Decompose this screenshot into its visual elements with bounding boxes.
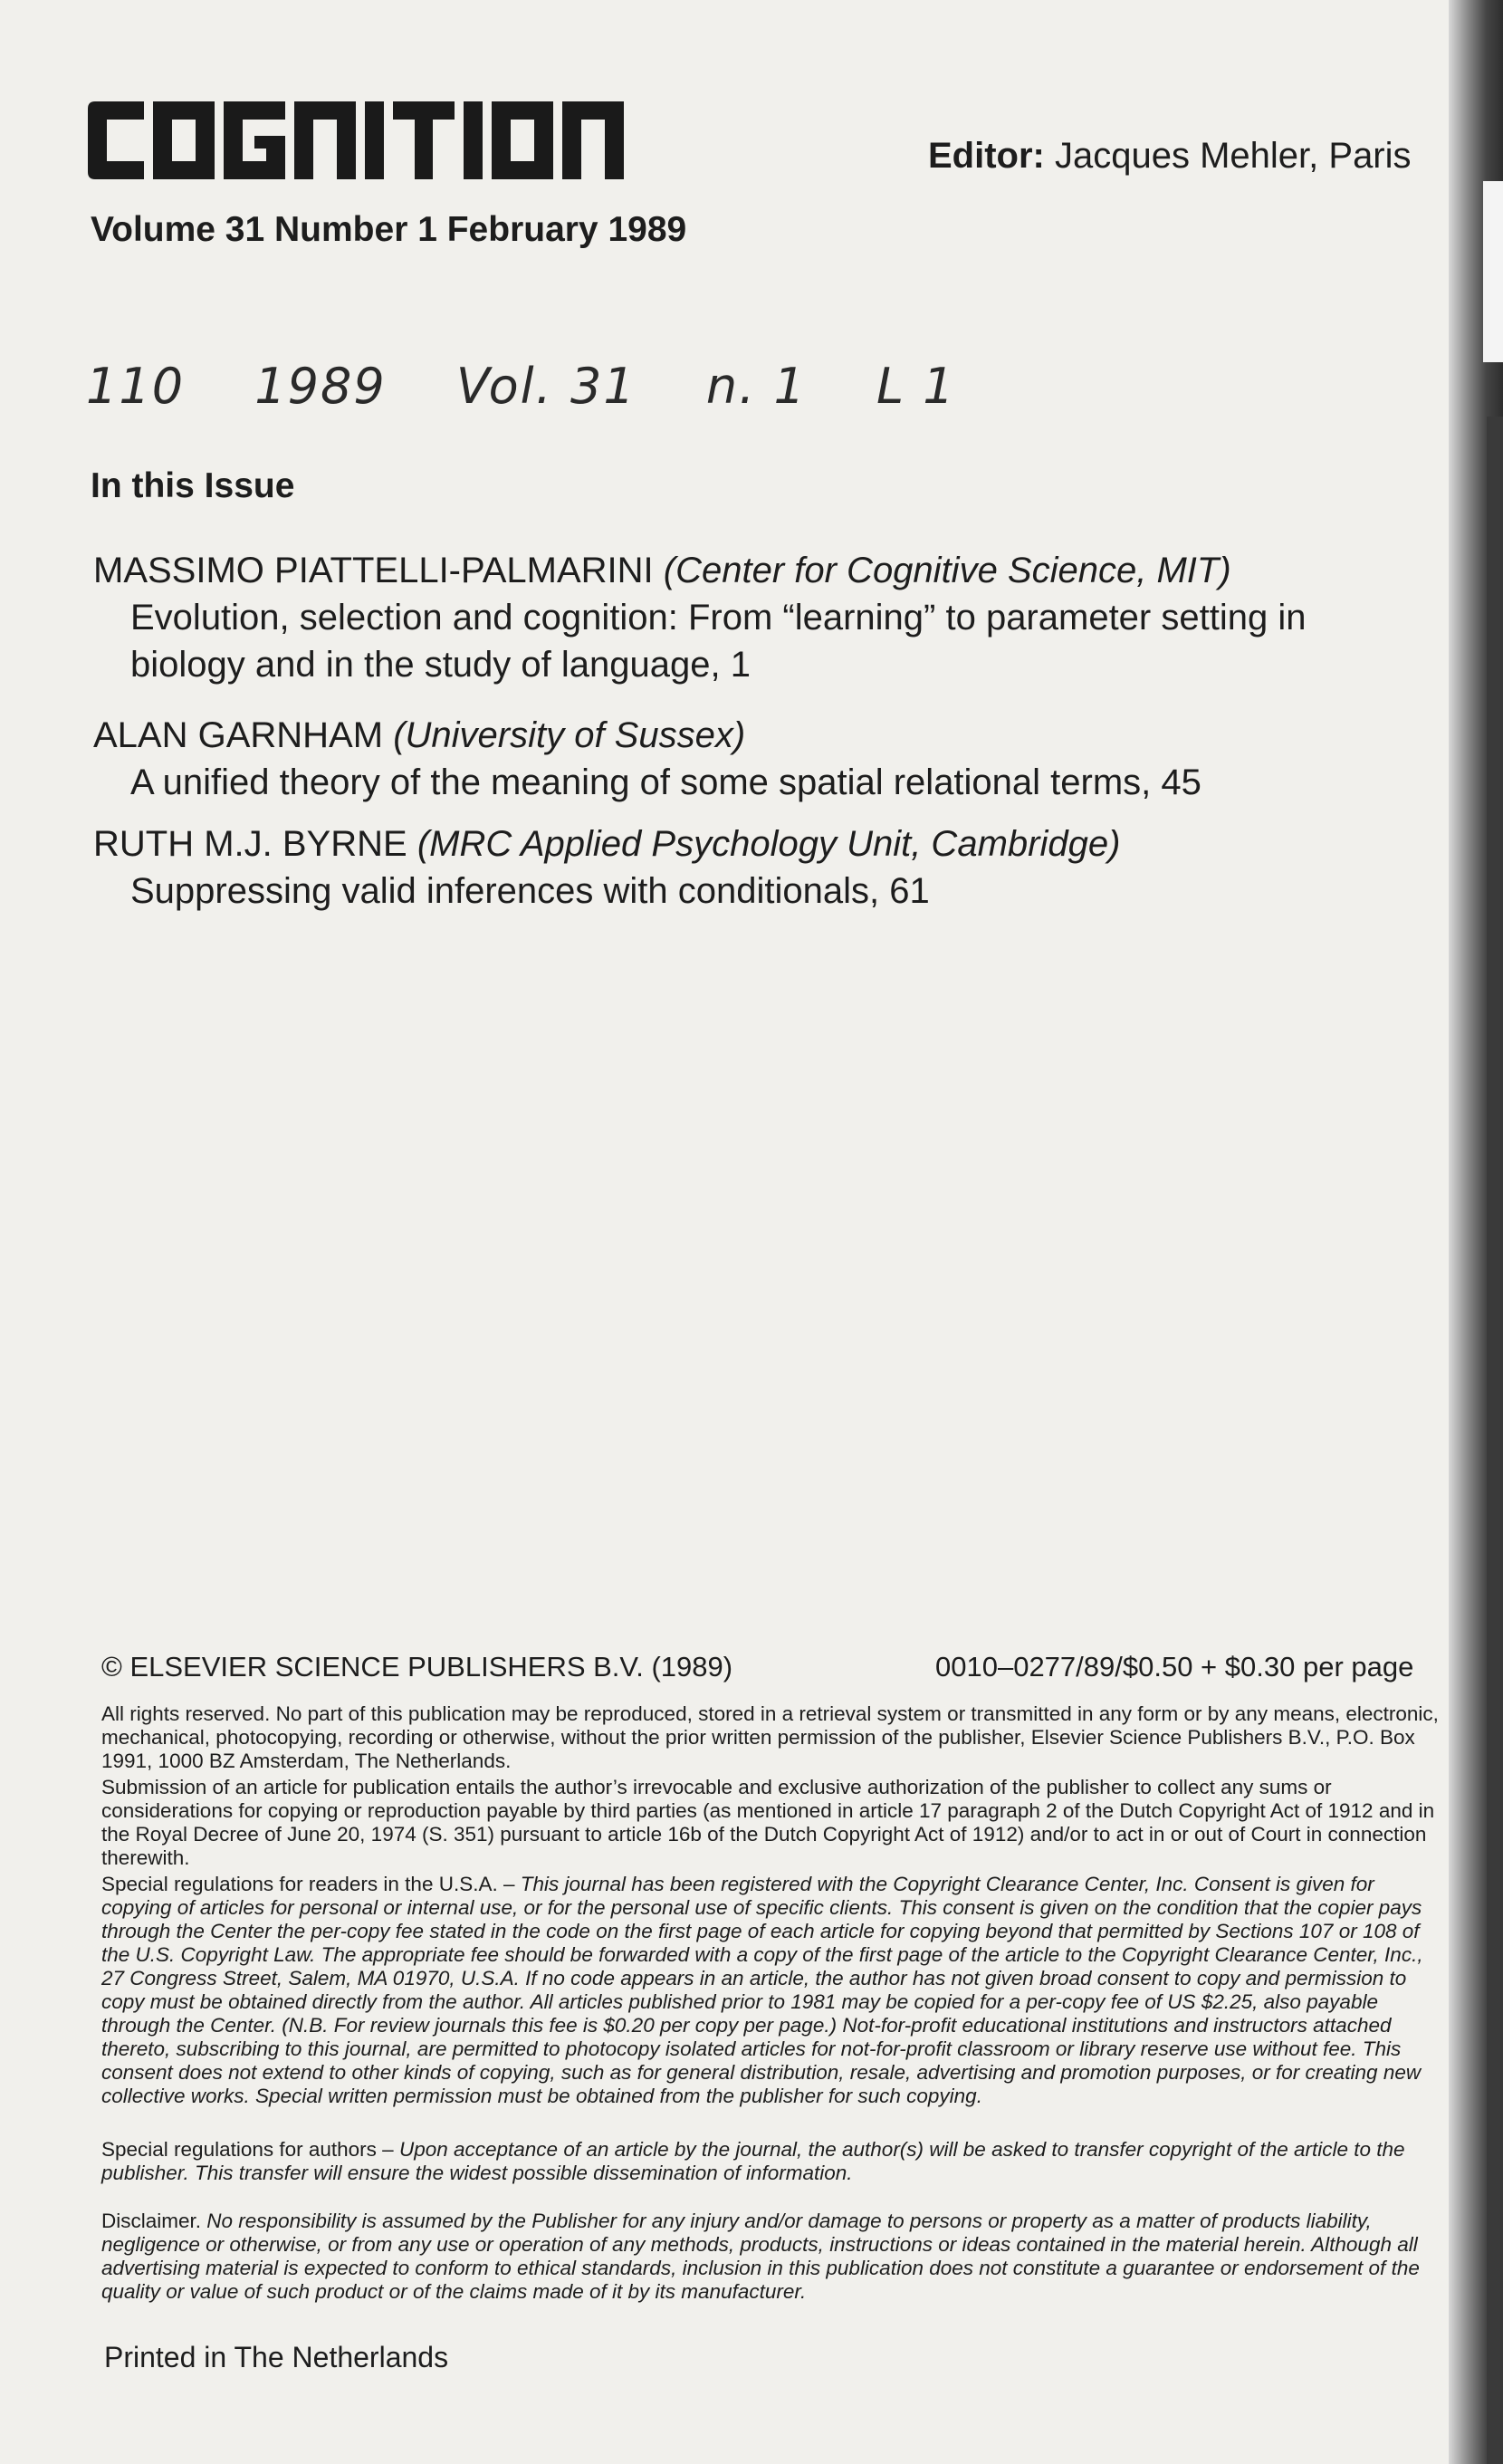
usa-regulations-lead: Special regulations for readers in the U.S.A. – — [101, 1873, 521, 1895]
article-author: ALAN GARNHAM — [93, 715, 384, 755]
author-regulations-text: Upon acceptance of an article by the journal, the author(s) will be asked to transfer copyright of the article to the publisher. This transfer will ensure the widest possible dissemination of information. — [101, 2138, 1405, 2184]
article-entry — [93, 820, 1120, 915]
hand-note-3: Vol. 31 — [455, 358, 637, 415]
article-author: MASSIMO PIATTELLI-PALMARINI — [93, 551, 654, 590]
article-title-line: Evolution, selection and cognition: From “learning” to parameter setting in — [130, 598, 1307, 638]
article-affiliation: (Center for Cognitive Science, MIT) — [663, 551, 1231, 590]
article-entry — [93, 547, 1306, 688]
binding-shadow — [1487, 417, 1503, 2464]
article-title-line: A unified theory of the meaning of some spatial relational terms, 45 — [130, 762, 1201, 802]
handwritten-annotation — [86, 358, 1009, 415]
cognition-logo — [88, 101, 654, 179]
hand-note-5: L 1 — [876, 358, 956, 415]
editor-line — [928, 136, 1412, 177]
article-affiliation: (University of Sussex) — [393, 715, 746, 755]
usa-regulations-text: This journal has been registered with the Copyright Clearance Center, Inc. Consent is given for copying of articles for personal or internal use, or for the personal use of specific clients. This consent is given on the condition that the copier pays through the Center the per-copy fee stated in the code on the first page of each article for copying beyond that permitted by Sections 107 or 108 of the U.S. Copyright Law. The appropriate fee should be forwarded with a copy of the first page of the article to the Copyright Clearance Center, Inc., 27 Congress Street, Salem, MA 01970, U.S.A. If no code appears in an article, the author has not given broad consent to copy and permission to copy must be obtained directly from the author. All articles published prior to 1981 may be copied for a per-copy fee of US $2.25, also payable through the Center. (N.B. For review journals this fee is $0.20 per copy per page.) Not-for-profit educational institutions and instructors attached thereto, subscribing to this journal, are permitted to photocopy isolated articles for not-for-profit classroom or library reserve use without fee. This consent does not extend to other kinds of copying, such as for general distribution, resale, advertising and promotion purposes, or for creating new collective works. Special written permission must be obtained from the publisher for such copying. — [101, 1873, 1423, 2107]
hand-note-1: 110 — [86, 358, 186, 415]
rights-paragraph: All rights reserved. No part of this publication may be reproduced, stored in a retrieval system or transmitted in any form or by any means, electronic, mechanical, photocopying, recording or otherwise, without the prior written permission of the publisher, Elsevier Science Publishers B.V., P.O. Box 1991, 1000 BZ Amsterdam, The Netherlands. — [101, 1702, 1439, 1772]
volume-line: Volume 31 Number 1 February 1989 — [91, 210, 687, 249]
article-title-line: biology and in the study of language, 1 — [130, 645, 751, 685]
article-byline — [93, 547, 1306, 594]
article-author: RUTH M.J. BYRNE — [93, 824, 407, 864]
issue-heading: In this Issue — [91, 466, 295, 505]
copyright-notice: © ELSEVIER SCIENCE PUBLISHERS B.V. (1989) — [101, 1651, 733, 1683]
usa-regulations-paragraph — [101, 1873, 1449, 2108]
printed-in-line: Printed in The Netherlands — [104, 2341, 449, 2373]
article-affiliation: (MRC Applied Psychology Unit, Cambridge) — [416, 824, 1121, 864]
disclaimer-lead: Disclaimer. — [101, 2210, 207, 2232]
submission-paragraph: Submission of an article for publication entails the author’s irrevocable and exclusive authorization of the publisher to collect any sums or considerations for copying or reproduction payable by third parties (as mentioned in article 17 paragraph 2 of the Dutch Copyright Act of 1912 and in the Royal Decree of June 20, 1974 (S. 351) pursuant to article 16b of the Dutch Copyright Act of 1912) and/or to act in or out of Court in connection therewith. — [101, 1776, 1435, 1869]
editor-label: Editor: — [928, 136, 1045, 176]
article-byline — [93, 820, 1120, 868]
author-regulations-lead: Special regulations for authors – — [101, 2138, 399, 2161]
hand-note-2: 1989 — [254, 358, 387, 415]
binding-highlight — [1483, 181, 1503, 362]
issn-code: 0010–0277/89/$0.50 + $0.30 per page — [935, 1651, 1414, 1683]
article-entry — [93, 712, 1201, 806]
author-regulations-paragraph — [101, 2138, 1449, 2185]
disclaimer-paragraph — [101, 2210, 1449, 2304]
hand-note-4: n. 1 — [705, 358, 807, 415]
article-byline — [93, 712, 1201, 759]
article-title-line: Suppressing valid inferences with conditionals, 61 — [130, 871, 930, 911]
editor-name: Jacques Mehler, Paris — [1055, 136, 1412, 176]
disclaimer-text: No responsibility is assumed by the Publisher for any injury and/or damage to persons or property as a matter of products liability, negligence or otherwise, or from any use or operation of any methods, products, instructions or ideas contained in the material herein. Although all advertising material is expected to conform to ethical standards, inclusion in this publication does not constitute a guarantee or endorsement of the quality or value of such product or of the claims made of it by its manufacturer. — [101, 2210, 1420, 2303]
